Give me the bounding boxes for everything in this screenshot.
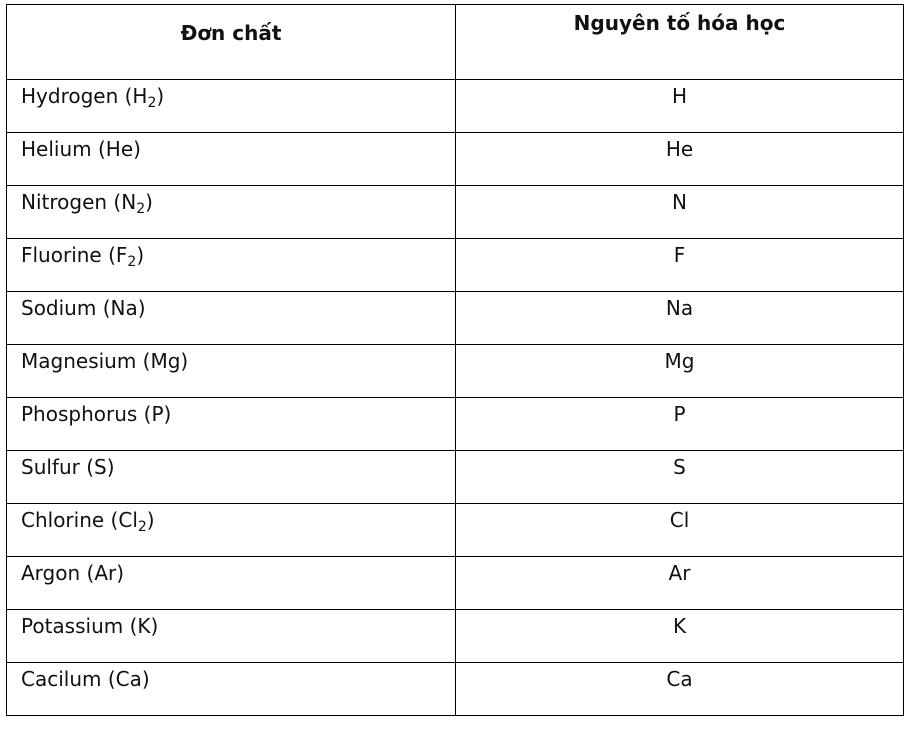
table-row — [7, 451, 904, 504]
substance-name: Potassium (K) — [21, 614, 159, 638]
header-chemical-element: Nguyên tố hóa học — [456, 5, 904, 80]
table-body — [7, 80, 904, 716]
substance-cell — [7, 557, 456, 610]
substance-cell — [7, 610, 456, 663]
element-symbol-cell: K — [456, 610, 904, 663]
formula-close-paren: ) — [136, 243, 145, 267]
substance-name: Argon (Ar) — [21, 561, 125, 585]
formula-subscript: 2 — [127, 254, 137, 270]
formula-subscript: 2 — [136, 201, 146, 217]
substance-cell — [7, 398, 456, 451]
substance-name: Nitrogen (N — [21, 190, 137, 214]
element-symbol-cell: S — [456, 451, 904, 504]
table-row — [7, 610, 904, 663]
substance-name: Fluorine (F — [21, 243, 128, 267]
substance-cell — [7, 292, 456, 345]
table-row — [7, 186, 904, 239]
element-symbol-cell: Ca — [456, 663, 904, 716]
element-symbol-cell: Na — [456, 292, 904, 345]
element-symbol-cell: F — [456, 239, 904, 292]
substance-cell — [7, 186, 456, 239]
substance-name: Phosphorus (P) — [21, 402, 172, 426]
element-symbol-cell: Mg — [456, 345, 904, 398]
element-symbol-cell: He — [456, 133, 904, 186]
substance-name: Sodium (Na) — [21, 296, 146, 320]
element-symbol-cell: Cl — [456, 504, 904, 557]
substance-name: Cacilum (Ca) — [21, 667, 150, 691]
table-row — [7, 557, 904, 610]
substance-name: Sulfur (S) — [21, 455, 115, 479]
substance-cell — [7, 451, 456, 504]
element-table — [6, 4, 904, 716]
substance-cell — [7, 345, 456, 398]
table-row — [7, 345, 904, 398]
substance-cell — [7, 663, 456, 716]
substance-cell — [7, 504, 456, 557]
substance-cell — [7, 239, 456, 292]
substance-name: Chlorine (Cl — [21, 508, 138, 532]
table-row — [7, 504, 904, 557]
element-symbol-cell: H — [456, 80, 904, 133]
header-row — [7, 5, 904, 80]
substance-name: Hydrogen (H — [21, 84, 148, 108]
element-symbol-cell: Ar — [456, 557, 904, 610]
element-symbol-cell: P — [456, 398, 904, 451]
substance-name: Magnesium (Mg) — [21, 349, 189, 373]
table-row — [7, 398, 904, 451]
formula-close-paren: ) — [156, 84, 165, 108]
substance-name: Helium (He) — [21, 137, 141, 161]
table-row — [7, 133, 904, 186]
table-row — [7, 663, 904, 716]
table-row — [7, 292, 904, 345]
substance-cell — [7, 133, 456, 186]
substance-cell — [7, 80, 456, 133]
formula-subscript: 2 — [137, 519, 147, 535]
formula-close-paren: ) — [145, 190, 153, 214]
table-row — [7, 80, 904, 133]
table-row — [7, 239, 904, 292]
header-simple-substance: Đơn chất — [7, 5, 456, 80]
formula-subscript: 2 — [147, 95, 157, 111]
formula-close-paren: ) — [146, 508, 155, 532]
element-symbol-cell: N — [456, 186, 904, 239]
